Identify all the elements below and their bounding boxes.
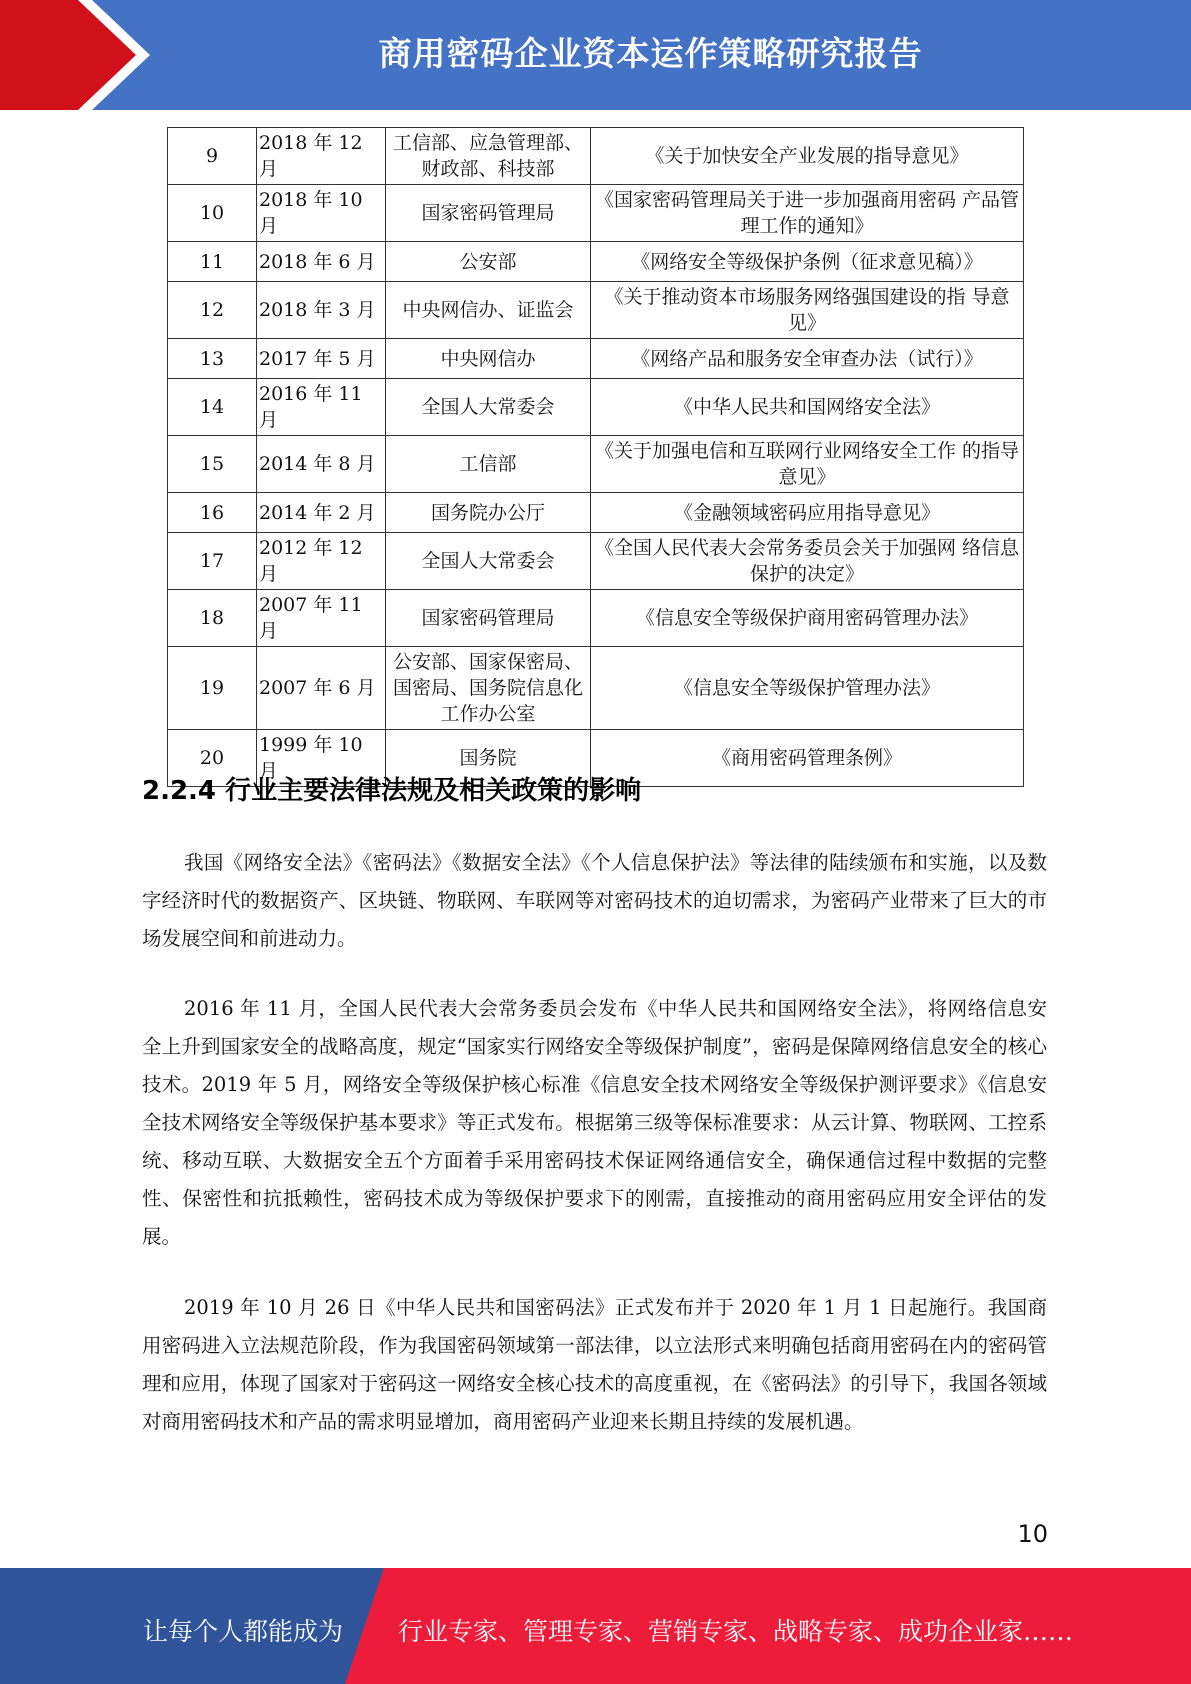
row-number: 9	[168, 128, 257, 185]
table-row	[168, 379, 1024, 436]
row-number: 15	[168, 436, 257, 493]
row-number: 18	[168, 590, 257, 647]
row-document: 《信息安全等级保护管理办法》	[591, 647, 1024, 730]
row-issuer: 国务院办公厅	[386, 493, 591, 533]
policy-table	[167, 127, 1024, 787]
row-number: 14	[168, 379, 257, 436]
row-date: 2012 年 12 月	[257, 533, 386, 590]
body-paragraph: 2016 年 11 月，全国人民代表大会常务委员会发布《中华人民共和国网络安全法》，将网络信息安全上升到国家安全的战略高度，规定“国家实行网络安全等级保护制度”，密码是保障网络信息安全的核心技术。2019 年 5 月，网络安全等级保护核心标准《信息安全技术网络安全等级保护测评要求》《信息安全技术网络安全等级保护基本要求》等正式发布。根据第三级等保标准要求：从云计算、物联网、工控系统、移动互联、大数据安全五个方面着手采用密码技术保证网络通信安全，确保通信过程中数据的完整性、保密性和抗抵赖性，密码技术成为等级保护要求下的刚需，直接推动的商用密码应用安全评估的发展。	[142, 997, 1047, 1248]
report-title: 商用密码企业资本运作策略研究报告	[378, 34, 923, 73]
row-issuer: 全国人大常委会	[386, 379, 591, 436]
row-document: 《国家密码管理局关于进一步加强商用密码 产品管理工作的通知》	[591, 185, 1024, 242]
body-paragraph: 我国《网络安全法》《密码法》《数据安全法》《个人信息保护法》等法律的陆续颁布和实施，以及数字经济时代的数据资产、区块链、物联网、车联网等对密码技术的迫切需求，为密码产业带来了巨大的市场发展空间和前进动力。	[142, 851, 1047, 950]
body-paragraph: 2019 年 10 月 26 日《中华人民共和国密码法》正式发布并于 2020 年 1 月 1 日起施行。我国商用密码进入立法规范阶段，作为我国密码领域第一部法律，以立法形式来明确包括商用密码在内的密码管理和应用，体现了国家对于密码这一网络安全核心技术的高度重视，在《密码法》的引导下，我国各领域对商用密码技术和产品的需求明显增加，商用密码产业迎来长期且持续的发展机遇。	[142, 1296, 1047, 1433]
row-number: 19	[168, 647, 257, 730]
row-issuer: 国务院	[386, 730, 591, 787]
row-document: 《商用密码管理条例》	[591, 730, 1024, 787]
row-issuer: 工信部	[386, 436, 591, 493]
row-number: 20	[168, 730, 257, 787]
row-issuer: 公安部、国家保密局、国密局、国务院信息化工作办公室	[386, 647, 591, 730]
row-document: 《全国人民代表大会常务委员会关于加强网 络信息保护的决定》	[591, 533, 1024, 590]
row-number: 13	[168, 339, 257, 379]
row-date: 1999 年 10 月	[257, 730, 386, 787]
footer-slogan-right: 行业专家、管理专家、营销专家、战略专家、成功企业家……	[398, 1617, 1074, 1646]
table-row	[168, 128, 1024, 185]
row-number: 10	[168, 185, 257, 242]
row-document: 《中华人民共和国网络安全法》	[591, 379, 1024, 436]
row-issuer: 中央网信办、证监会	[386, 282, 591, 339]
row-number: 11	[168, 242, 257, 282]
row-date: 2014 年 8 月	[257, 436, 386, 493]
row-issuer: 国家密码管理局	[386, 185, 591, 242]
row-number: 17	[168, 533, 257, 590]
row-document: 《信息安全等级保护商用密码管理办法》	[591, 590, 1024, 647]
row-issuer: 公安部	[386, 242, 591, 282]
row-issuer: 中央网信办	[386, 339, 591, 379]
row-date: 2018 年 10 月	[257, 185, 386, 242]
row-number: 12	[168, 282, 257, 339]
table-row	[168, 339, 1024, 379]
table-row	[168, 436, 1024, 493]
row-issuer: 工信部、应急管理部、财政部、科技部	[386, 128, 591, 185]
page-number: 10	[1017, 1520, 1048, 1548]
row-date: 2014 年 2 月	[257, 493, 386, 533]
row-date: 2018 年 6 月	[257, 242, 386, 282]
page-footer	[0, 1568, 1191, 1684]
table-row	[168, 647, 1024, 730]
table-row	[168, 282, 1024, 339]
row-date: 2007 年 11 月	[257, 590, 386, 647]
row-date: 2007 年 6 月	[257, 647, 386, 730]
row-issuer: 全国人大常委会	[386, 533, 591, 590]
row-number: 16	[168, 493, 257, 533]
row-issuer: 国家密码管理局	[386, 590, 591, 647]
table-row	[168, 493, 1024, 533]
row-document: 《网络安全等级保护条例（征求意见稿）》	[591, 242, 1024, 282]
row-date: 2018 年 3 月	[257, 282, 386, 339]
table-row	[168, 242, 1024, 282]
row-document: 《关于加快安全产业发展的指导意见》	[591, 128, 1024, 185]
row-date: 2018 年 12 月	[257, 128, 386, 185]
row-document: 《网络产品和服务安全审查办法（试行）》	[591, 339, 1024, 379]
table-row	[168, 533, 1024, 590]
row-document: 《金融领域密码应用指导意见》	[591, 493, 1024, 533]
row-document: 《关于推动资本市场服务网络强国建设的指 导意见》	[591, 282, 1024, 339]
row-document: 《关于加强电信和互联网行业网络安全工作 的指导意见》	[591, 436, 1024, 493]
row-date: 2017 年 5 月	[257, 339, 386, 379]
footer-slogan-left: 让每个人都能成为	[143, 1617, 344, 1646]
page-header	[0, 0, 1191, 110]
table-row	[168, 590, 1024, 647]
section-heading: 2.2.4 行业主要法律法规及相关政策的影响	[142, 776, 642, 806]
table-row	[168, 185, 1024, 242]
row-date: 2016 年 11 月	[257, 379, 386, 436]
